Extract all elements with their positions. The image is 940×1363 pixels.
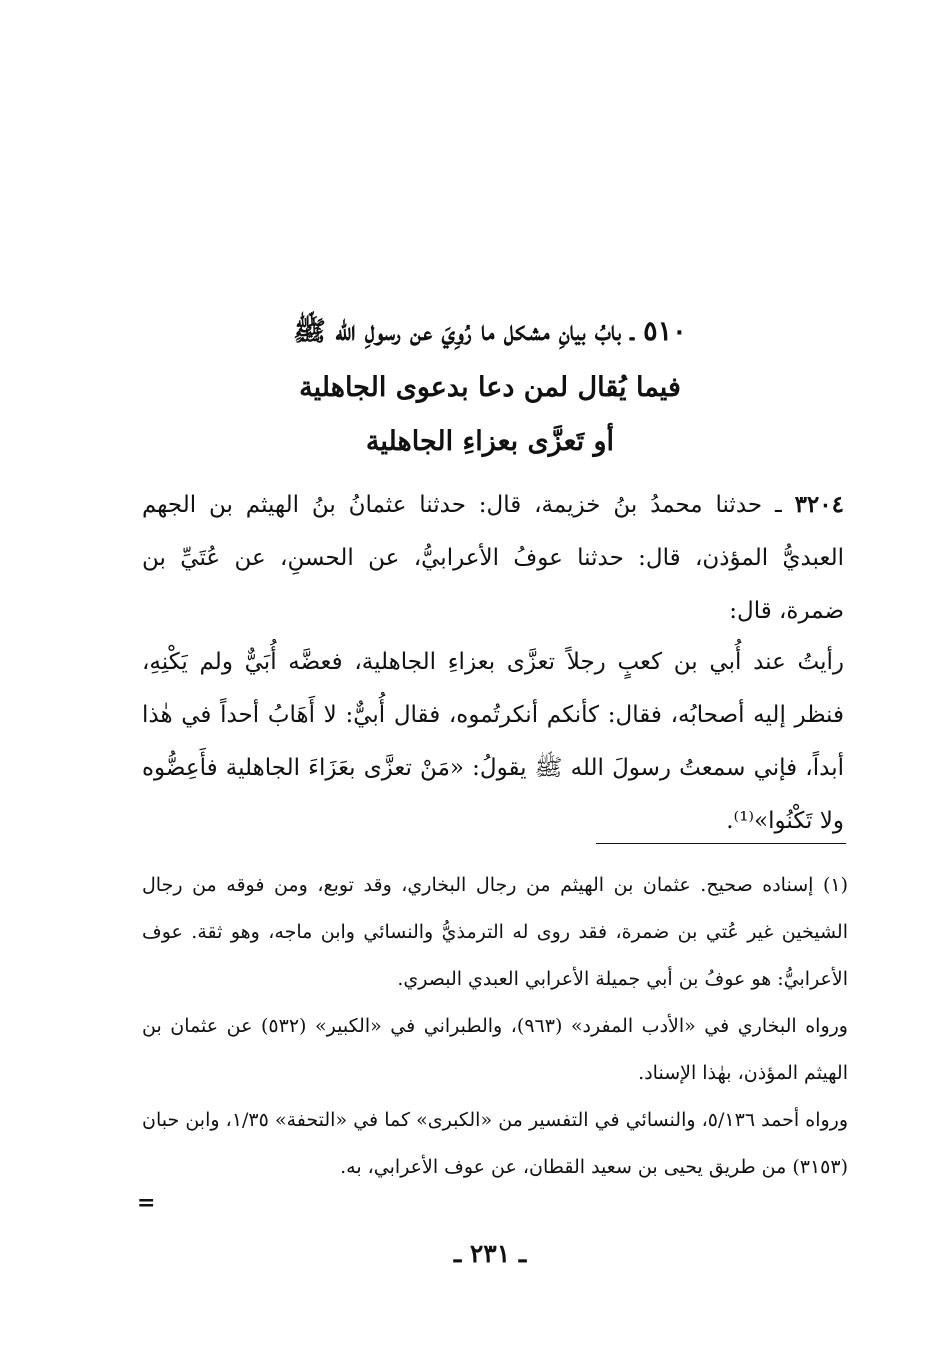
hadith-number: ٣٢٠٤ bbox=[794, 491, 844, 518]
footnote-2: ورواه البخاري في «الأدب المفرد» (٩٦٣)، والطبراني في «الكبير» (٥٣٢) عن عثمان بن الهيثم المؤذن، بهٰذا الإسناد. bbox=[142, 1015, 848, 1084]
footnote-3: ورواه أحمد ٥/١٣٦، والنسائي في التفسير من «الكبرى» كما في «التحفة» ١/٣٥، وابن حبان (٣١٥٣) من طريق يحيى بن سعيد القطان، عن عوف الأعرابي، به. bbox=[142, 1109, 849, 1178]
page-number: ـ ٢٣١ ـ bbox=[453, 1239, 527, 1268]
hadith-matn: رأيتُ عند أُبي بن كعبٍ رجلاً تعزَّى بعزاءِ الجاهلية، فعضَّه أُبَيٌّ ولم يَكْنِهِ، فنظر إليه أصحابُه، فقال: كأنكم أنكرتُموه، فقال أُبيٌّ: لا أَهَابُ أحداً في هٰذا أبداً، فإني سمعتُ رسولَ الله ﷺ يقولُ: «مَنْ تعزَّى بعَزَاءَ الجاهلية فأَعِضُّوه ولا تَكْنُوا»⁽¹⁾. bbox=[142, 649, 844, 834]
hadith-isnad-paragraph bbox=[142, 478, 844, 643]
footnote-separator bbox=[596, 843, 846, 844]
chapter-title-line-1: ٥١٠ ـ بابُ بيانِ مشكل ما رُوِيَ عن رسولِ الله ﷺ bbox=[293, 316, 687, 347]
hadith-matn-paragraph bbox=[142, 636, 844, 856]
continuation-mark: = bbox=[137, 1190, 156, 1216]
chapter-title-line-2: فيما يُقال لمن دعا بدعوى الجاهلية bbox=[299, 372, 681, 403]
footnotes bbox=[142, 862, 848, 1238]
footnote-1: (١) إسناده صحيح. عثمان بن الهيثم من رجال البخاري، وقد توبع، ومن فوقه من رجال الشيخين غير عُتي بن ضمرة، فقد روى له الترمذيُّ والنسائي وابن ماجه، وهو ثقة. عوف الأعرابيُّ: هو عوفُ بن أبي جميلة الأعرابي العبدي البصري. bbox=[142, 874, 848, 990]
chapter-title-line-3: أو تَعزَّى بعزاءِ الجاهلية bbox=[365, 426, 615, 457]
hadith-isnad: ـ حدثنا محمدُ بنُ خزيمة، قال: حدثنا عثمانُ بنُ الهيثم بن الجهم العبديُّ المؤذن، قال: حدثنا عوفُ الأعرابيُّ، عن الحسنِ، عن عُتَيِّ بن ضمرة، قال: bbox=[142, 492, 844, 624]
